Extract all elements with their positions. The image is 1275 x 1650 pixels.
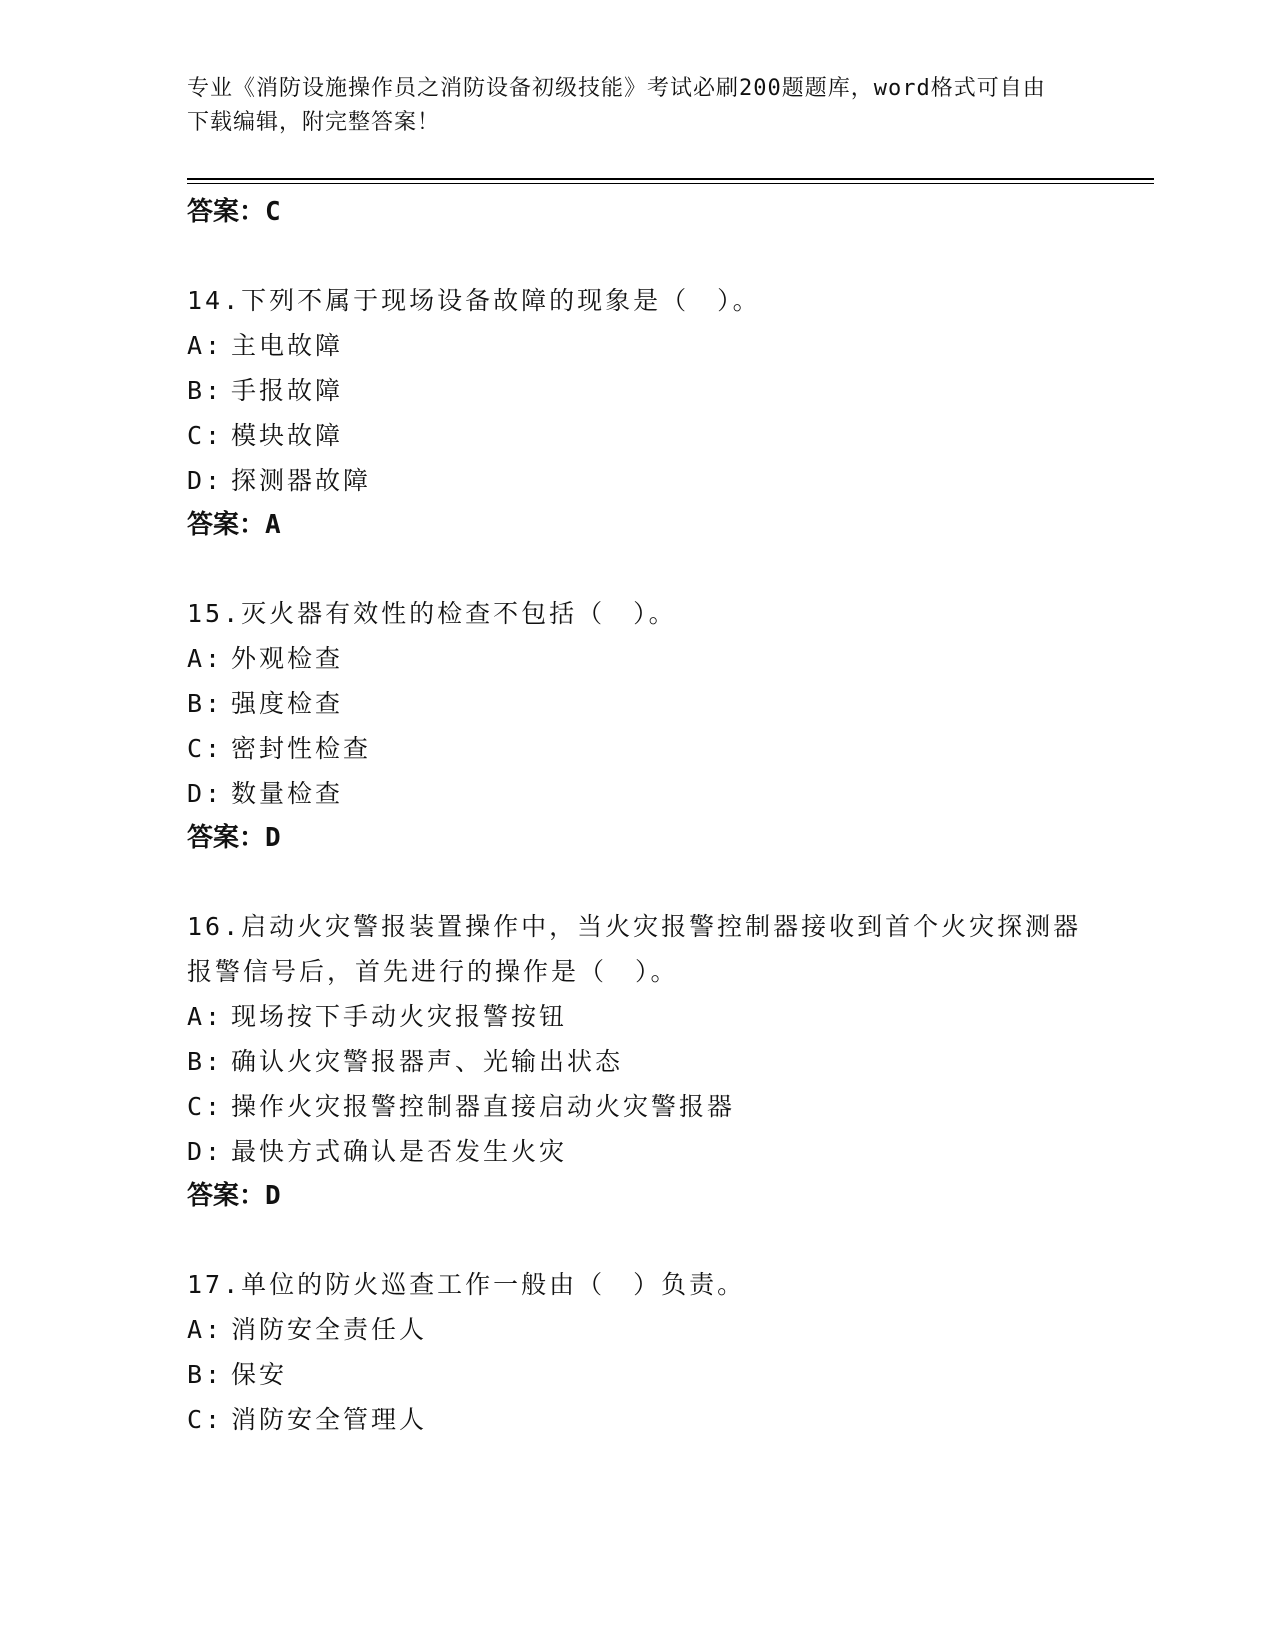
option-text: 消防安全责任人 [231, 1315, 428, 1344]
question-list [187, 190, 1087, 1442]
option-b [187, 1039, 1087, 1084]
answer-label: 答案：D [187, 1181, 281, 1211]
option-key: C: [187, 734, 224, 763]
option-a [187, 323, 1087, 368]
option-key: C: [187, 421, 224, 450]
option-text: 探测器故障 [231, 466, 372, 495]
question-stem: 14.下列不属于现场设备故障的现象是（ ）。 [187, 286, 761, 315]
option-c [187, 1084, 1087, 1129]
question-15 [187, 591, 1087, 860]
option-text: 消防安全管理人 [231, 1405, 428, 1434]
option-text: 模块故障 [231, 421, 344, 450]
option-key: D: [187, 466, 224, 495]
option-key: C: [187, 1092, 224, 1121]
question-stem: 16.启动火灾警报装置操作中，当火灾报警控制器接收到首个火灾探测器报警信号后，首先进行的操作是（ ）。 [187, 912, 1082, 986]
option-a [187, 1307, 1087, 1352]
option-b [187, 681, 1087, 726]
header-rule-thick [187, 178, 1154, 180]
option-a [187, 994, 1087, 1039]
option-text: 主电故障 [231, 331, 344, 360]
question-stem: 15.灭火器有效性的检查不包括（ ）。 [187, 599, 677, 628]
option-key: C: [187, 1405, 224, 1434]
option-c [187, 413, 1087, 458]
option-c [187, 726, 1087, 771]
option-a [187, 636, 1087, 681]
document-header: 专业《消防设施操作员之消防设备初级技能》考试必刷200题题库，word格式可自由下载编辑，附完整答案！ [187, 76, 1046, 135]
option-key: A: [187, 1315, 224, 1344]
option-key: B: [187, 1047, 224, 1076]
question-stem: 17.单位的防火巡查工作一般由（ ）负责。 [187, 1270, 746, 1299]
option-b [187, 368, 1087, 413]
option-key: D: [187, 1137, 224, 1166]
answer-label: 答案：D [187, 823, 281, 853]
answer-label: 答案：C [187, 197, 281, 227]
option-key: B: [187, 1360, 224, 1389]
option-text: 保安 [231, 1360, 288, 1389]
question-17 [187, 1262, 1087, 1442]
option-d [187, 458, 1087, 503]
option-key: D: [187, 779, 224, 808]
option-d [187, 1129, 1087, 1174]
option-text: 最快方式确认是否发生火灾 [231, 1137, 568, 1166]
option-key: B: [187, 689, 224, 718]
option-text: 外观检查 [231, 644, 344, 673]
header-rule-thin [187, 183, 1154, 184]
option-c [187, 1397, 1087, 1442]
option-d [187, 771, 1087, 816]
option-key: A: [187, 644, 224, 673]
question-14 [187, 278, 1087, 547]
option-text: 现场按下手动火灾报警按钮 [231, 1002, 568, 1031]
option-text: 手报故障 [231, 376, 344, 405]
option-key: B: [187, 376, 224, 405]
option-text: 操作火灾报警控制器直接启动火灾警报器 [231, 1092, 736, 1121]
option-key: A: [187, 1002, 224, 1031]
option-text: 确认火灾警报器声、光输出状态 [231, 1047, 624, 1076]
option-text: 密封性检查 [231, 734, 372, 763]
option-key: A: [187, 331, 224, 360]
option-b [187, 1352, 1087, 1397]
option-text: 强度检查 [231, 689, 344, 718]
option-text: 数量检查 [231, 779, 344, 808]
question-16 [187, 904, 1087, 1218]
answer-label: 答案：A [187, 510, 281, 540]
